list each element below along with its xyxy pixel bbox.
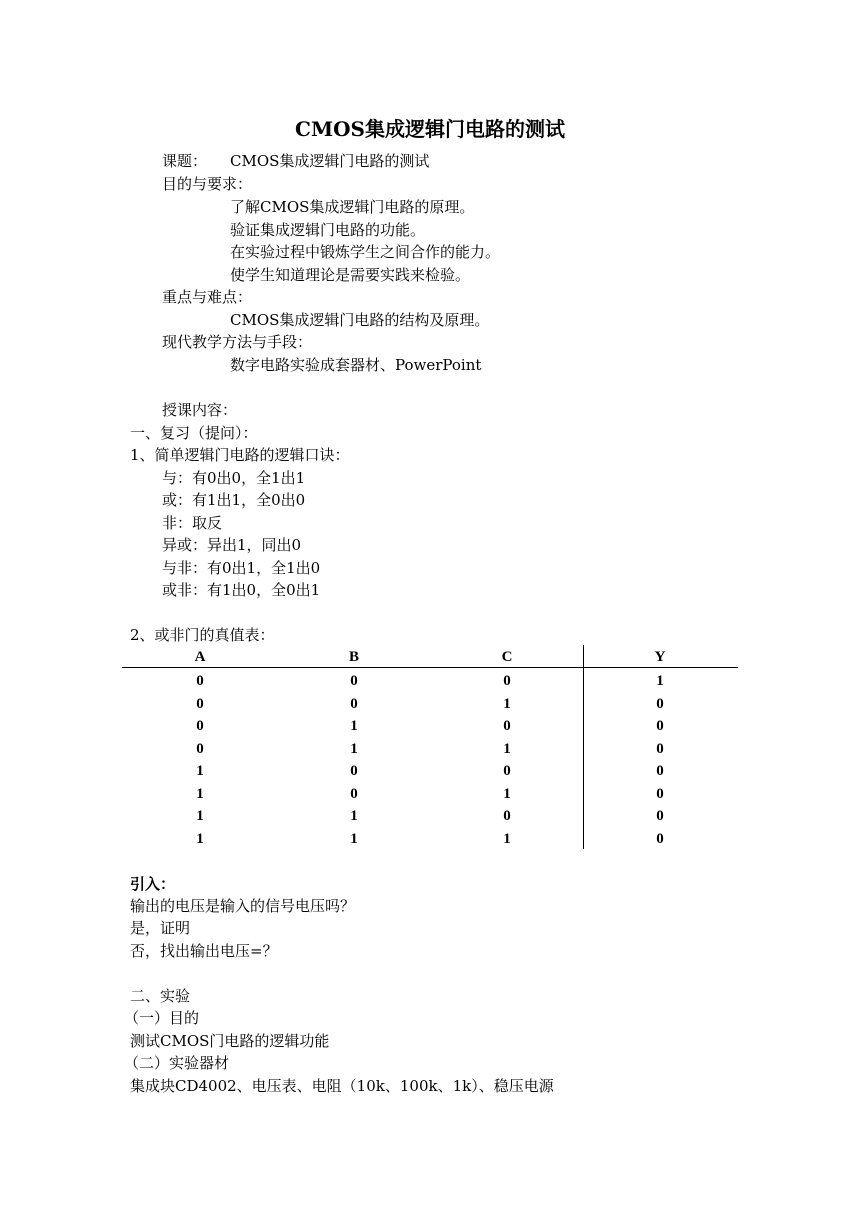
review-heading: 一、复习（提问）： bbox=[130, 424, 258, 442]
equipment-text: 集成块CD4002、电压表、电阻（10k、100k、1k）、稳压电源 bbox=[130, 1077, 554, 1095]
key-point: CMOS集成逻辑门电路的结构及原理。 bbox=[230, 311, 490, 329]
experiment-heading: 二、实验 bbox=[130, 987, 191, 1005]
table-cell: 1 bbox=[503, 830, 511, 847]
rhyme-item: 与非：有0出1，全1出0 bbox=[162, 559, 321, 577]
purpose-text: 测试CMOS门电路的逻辑功能 bbox=[130, 1032, 330, 1050]
table-cell: 1 bbox=[196, 808, 204, 824]
rhyme-item: 非：取反 bbox=[162, 514, 223, 532]
equipment-heading: （二）实验器材 bbox=[124, 1054, 230, 1072]
table-header-a: A bbox=[194, 649, 206, 665]
table-cell: 1 bbox=[503, 695, 511, 712]
key-label: 重点与难点： bbox=[162, 288, 253, 306]
document-title: CMOS集成逻辑门电路的测试 bbox=[295, 117, 565, 141]
table-cell: 0 bbox=[350, 785, 358, 802]
table-cell: 1 bbox=[656, 673, 664, 689]
rhyme-item: 与：有0出0，全1出1 bbox=[162, 469, 306, 487]
rhyme-heading: 1、简单逻辑门电路的逻辑口诀： bbox=[130, 446, 350, 464]
table-cell: 0 bbox=[503, 673, 511, 689]
table-cell: 0 bbox=[656, 718, 664, 734]
rhyme-item: 异或：异出1，同出0 bbox=[162, 536, 302, 554]
table-cell: 0 bbox=[196, 718, 204, 734]
goal-item: 使学生知道理论是需要实践来检验。 bbox=[230, 266, 471, 284]
table-cell: 0 bbox=[656, 740, 664, 757]
goal-item: 验证集成逻辑门电路的功能。 bbox=[230, 221, 426, 239]
table-cell: 0 bbox=[656, 785, 664, 802]
table-header-y: Y bbox=[654, 649, 666, 665]
intro-line: 否，找出输出电压=？ bbox=[130, 942, 278, 960]
table-heading: 2、或非门的真值表： bbox=[130, 626, 275, 644]
table-cell: 1 bbox=[196, 763, 204, 779]
table-cell: 0 bbox=[196, 695, 204, 712]
table-cell: 0 bbox=[503, 808, 511, 824]
table-cell: 0 bbox=[656, 808, 664, 824]
intro-heading: 引入： bbox=[130, 875, 176, 893]
methods-label: 现代教学方法与手段： bbox=[162, 333, 313, 351]
topic-value: CMOS集成逻辑门电路的测试 bbox=[230, 152, 430, 170]
goals-label: 目的与要求： bbox=[162, 175, 253, 193]
table-cell: 1 bbox=[503, 785, 511, 802]
intro-line: 输出的电压是输入的信号电压吗？ bbox=[130, 897, 356, 915]
intro-line: 是，证明 bbox=[130, 919, 191, 937]
table-cell: 1 bbox=[350, 718, 358, 734]
table-output-divider bbox=[583, 645, 584, 849]
table-cell: 1 bbox=[350, 740, 358, 757]
content-label: 授课内容： bbox=[162, 401, 238, 419]
table-cell: 0 bbox=[503, 718, 511, 734]
purpose-heading: （一）目的 bbox=[124, 1009, 200, 1027]
table-cell: 0 bbox=[196, 740, 204, 757]
methods-item: 数字电路实验成套器材、PowerPoint bbox=[230, 356, 482, 374]
rhyme-item: 或非：有1出0，全0出1 bbox=[162, 581, 321, 599]
table-header-rule bbox=[122, 667, 738, 668]
table-cell: 1 bbox=[196, 830, 204, 847]
table-cell: 1 bbox=[350, 830, 358, 847]
topic-label: 课题： bbox=[162, 152, 208, 170]
table-cell: 0 bbox=[350, 763, 358, 779]
table-cell: 0 bbox=[503, 763, 511, 779]
table-header-c: C bbox=[501, 649, 513, 665]
table-cell: 0 bbox=[196, 673, 204, 689]
table-cell: 0 bbox=[350, 673, 358, 689]
table-cell: 1 bbox=[503, 740, 511, 757]
table-cell: 1 bbox=[196, 785, 204, 802]
goal-item: 在实验过程中锻炼学生之间合作的能力。 bbox=[230, 243, 501, 261]
table-cell: 0 bbox=[656, 763, 664, 779]
table-cell: 0 bbox=[656, 830, 664, 847]
table-header-b: B bbox=[348, 649, 359, 665]
rhyme-item: 或：有1出1，全0出0 bbox=[162, 491, 306, 509]
table-cell: 0 bbox=[656, 695, 664, 712]
goal-item: 了解CMOS集成逻辑门电路的原理。 bbox=[230, 198, 475, 216]
table-cell: 1 bbox=[350, 808, 358, 824]
table-cell: 0 bbox=[350, 695, 358, 712]
